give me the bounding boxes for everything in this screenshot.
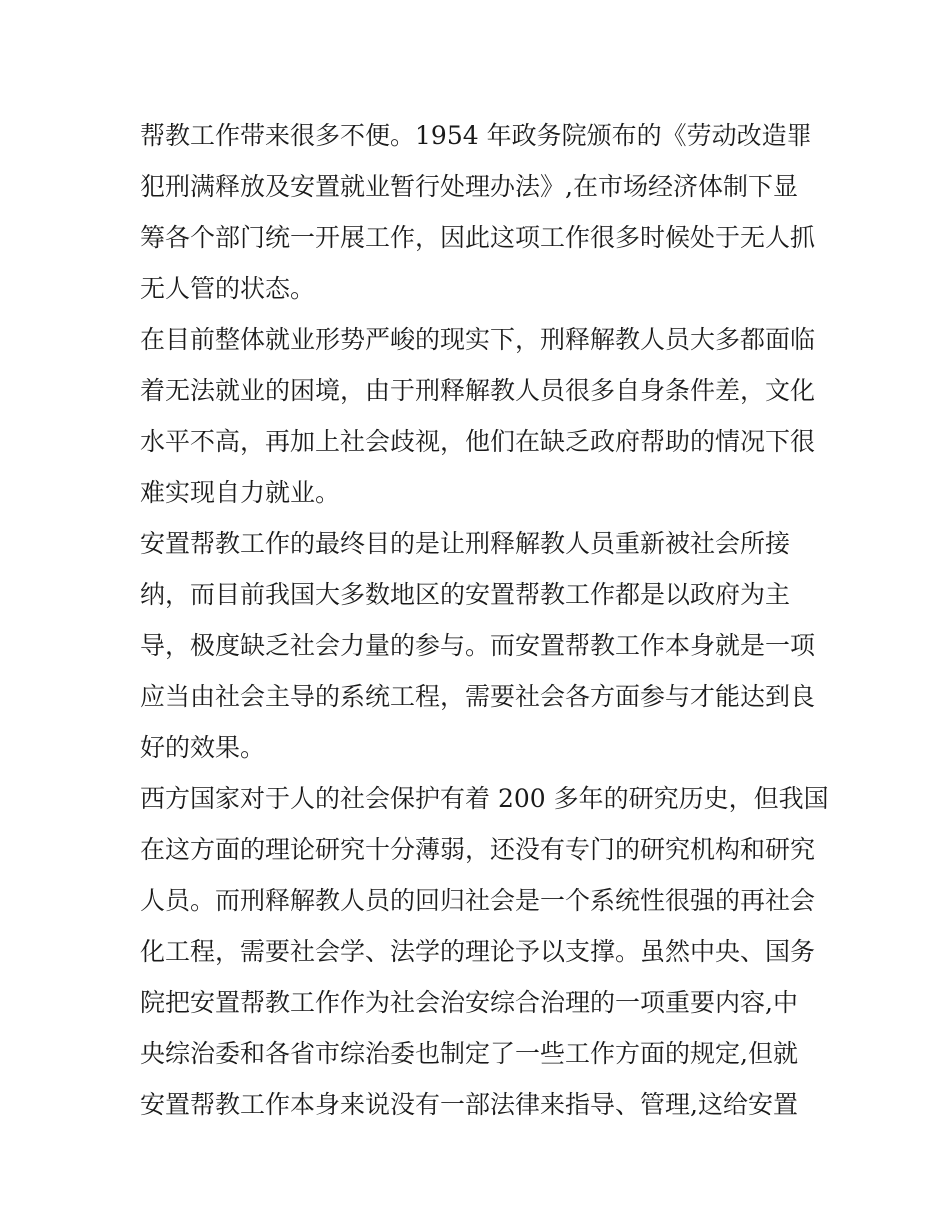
text-line: 央综治委和各省市综治委也制定了一些工作方面的规定,但就: [140, 1039, 798, 1068]
text-line: 安置帮教工作本身来说没有一部法律来指导、管理,这给安置: [140, 1090, 798, 1119]
text-line: 安置帮教工作的最终目的是让刑释解教人员重新被社会所接: [140, 529, 791, 558]
paragraph-1: [140, 110, 820, 314]
body-text: [140, 110, 829, 1130]
paragraph-2: [140, 314, 820, 518]
text-line: 应当由社会主导的系统工程，需要社会各方面参与才能达到良: [140, 682, 816, 711]
text-line: 西方国家对于人的社会保护有着 200 多年的研究历史，但我国: [140, 784, 829, 813]
text-line: 水平不高，再加上社会歧视，他们在缺乏政府帮助的情况下很: [140, 427, 816, 456]
text-line: 人员。而刑释解教人员的回归社会是一个系统性很强的再社会: [140, 886, 816, 915]
text-line: 无人管的状态。: [140, 274, 316, 303]
text-line: 帮教工作带来很多不便。1954 年政务院颁布的《劳动改造罪: [140, 121, 812, 150]
paragraph-3: [140, 518, 820, 773]
text-line: 犯刑满释放及安置就业暂行处理办法》,在市场经济体制下显: [140, 172, 798, 201]
text-line: 好的效果。: [140, 733, 266, 762]
text-line: 导，极度缺乏社会力量的参与。而安置帮教工作本身就是一项: [140, 631, 816, 660]
text-line: 筹各个部门统一开展工作，因此这项工作很多时候处于无人抓: [140, 223, 816, 252]
text-line: 在目前整体就业形势严峻的现实下，刑释解教人员大多都面临: [140, 325, 816, 354]
text-line: 在这方面的理论研究十分薄弱，还没有专门的研究机构和研究: [140, 835, 816, 864]
text-line: 纳，而目前我国大多数地区的安置帮教工作都是以政府为主: [140, 580, 791, 609]
text-line: 着无法就业的困境，由于刑释解教人员很多自身条件差，文化: [140, 376, 816, 405]
text-line: 院把安置帮教工作作为社会治安综合治理的一项重要内容,中: [140, 988, 798, 1017]
paragraph-4: [140, 773, 829, 1130]
text-line: 化工程，需要社会学、法学的理论予以支撑。虽然中央、国务: [140, 937, 816, 966]
text-line: 难实现自力就业。: [140, 478, 341, 507]
